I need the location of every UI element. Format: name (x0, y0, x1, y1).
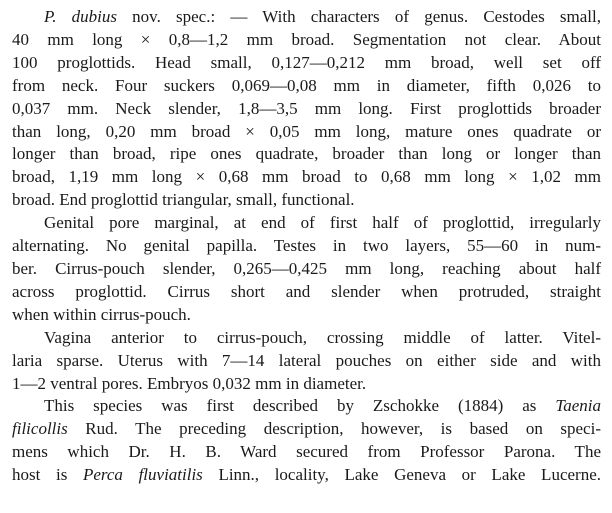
text-segment: nov. spec.: — With characters of genus. Cestodes small, (116, 7, 601, 26)
text-line: across proglottid. Cirrus short and slender when protruded, straight (12, 281, 601, 301)
taxon-name: Taenia (555, 396, 601, 416)
text-line: than long, 0,20 mm broad × 0,05 mm long, mature ones quadrate or (12, 121, 601, 141)
text-line: Vagina anterior to cirrus-pouch, crossing middle of latter. Vitel- (44, 327, 601, 347)
text-line: longer than broad, ripe ones quadrate, broader than long or longer than (12, 144, 601, 164)
text-line (12, 418, 601, 441)
text-line: laria sparse. Uterus with 7—14 lateral pouches on either side and with (12, 350, 601, 370)
taxon-name: filicollis (12, 419, 68, 439)
text-line: ber. Cirrus-pouch slender, 0,265—0,425 mm long, reaching about half (12, 258, 601, 278)
text-line (12, 6, 601, 29)
text-line: 1—2 ventral pores. Embryos 0,032 mm in diameter. (12, 373, 367, 393)
text-line: alternating. No genital papilla. Testes in two layers, 55—60 in num- (12, 236, 601, 256)
text-line: broad, 1,19 mm long × 0,68 mm broad to 0,68 mm long × 1,02 mm (12, 167, 601, 187)
paragraph-vagina (12, 327, 601, 396)
text-line: mens which Dr. H. B. Ward secured from Professor Parona. The (12, 442, 601, 462)
paragraph-description (12, 6, 601, 212)
text-line (12, 395, 601, 418)
text-segment: This species was first described by Zschokke (1884) as (44, 396, 556, 416)
text-segment: host is (12, 465, 83, 485)
species-name: P. dubius (44, 7, 117, 26)
text-line (12, 464, 601, 487)
text-line: 100 proglottids. Head small, 0,127—0,212 mm broad, well set off (12, 52, 601, 72)
text-segment: Rud. The preceding description, however, is based on speci- (67, 419, 601, 439)
text-segment: Linn., locality, Lake Geneva or Lake Lucerne. (202, 465, 601, 485)
paragraph-history (12, 395, 601, 487)
paragraph-genital (12, 212, 601, 327)
text-line: 0,037 mm. Neck slender, 1,8—3,5 mm long. First proglottids broader (12, 98, 601, 118)
text-line: when within cirrus-pouch. (12, 304, 191, 324)
text-line: 40 mm long × 0,8—1,2 mm broad. Segmentation not clear. About (12, 29, 601, 49)
text-line: Genital pore marginal, at end of first half of proglottid, irregularly (44, 213, 601, 233)
text-line: broad. End proglottid triangular, small, functional. (12, 190, 355, 210)
document-page (12, 6, 601, 487)
host-name: Perca fluviatilis (82, 465, 203, 485)
text-line: from neck. Four suckers 0,069—0,08 mm in diameter, fifth 0,026 to (12, 75, 601, 95)
